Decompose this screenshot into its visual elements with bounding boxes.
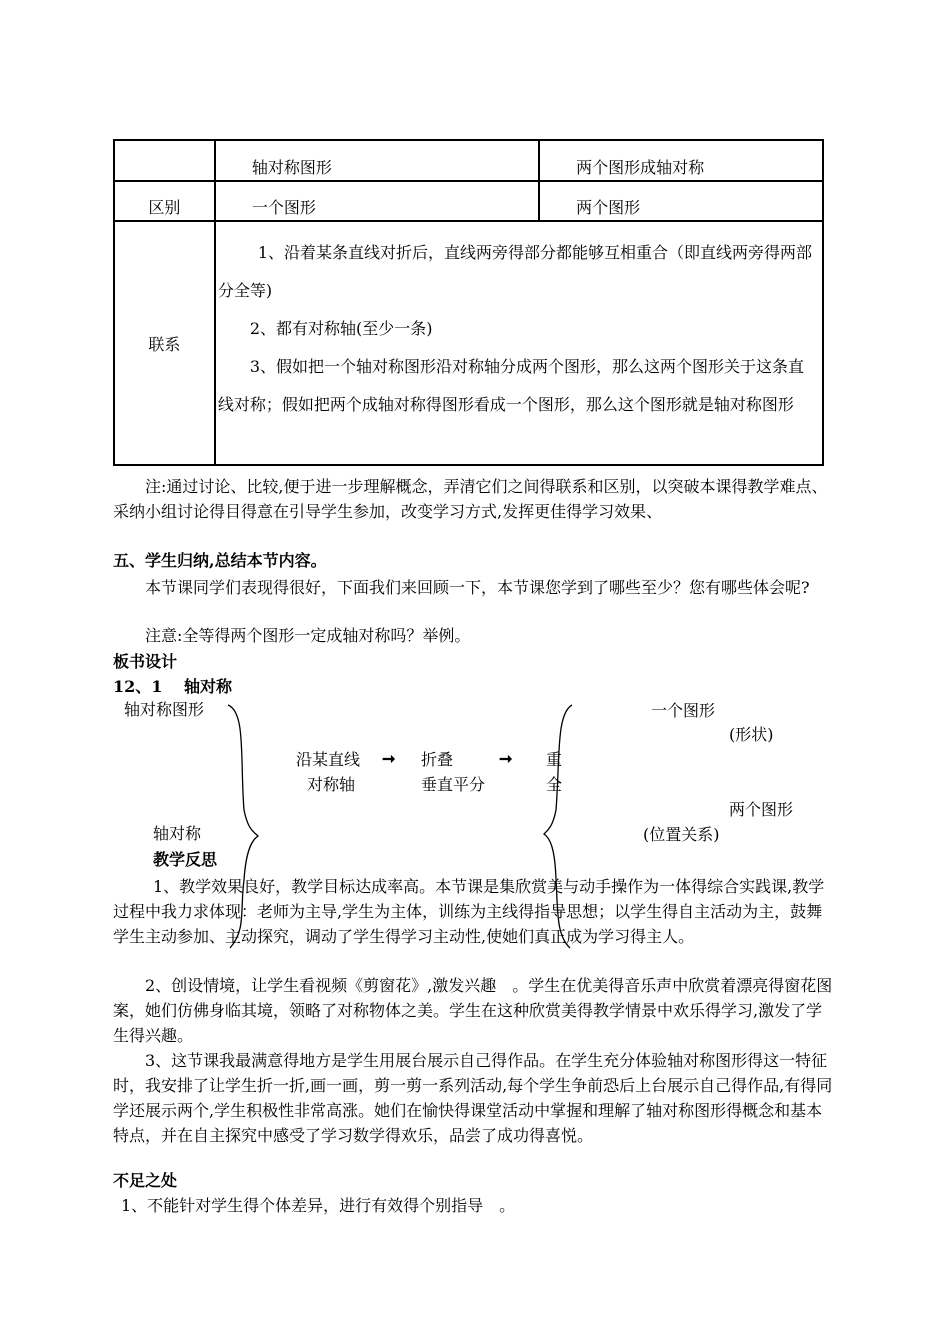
header-two-figures-symmetric: 两个图形成轴对称: [539, 140, 823, 181]
relation-point-1: 1、沿着某条直线对折后，直线两旁得部分都能够互相重合（即直线两旁得两部分全等): [217, 243, 813, 300]
relation-point-3: 3、假如把一个轴对称图形沿对称轴分成两个图形，那么这两个图形关于这条直线对称；假如把两个成轴对称得图形看成一个图形，那么这个图形就是轴对称图形: [217, 357, 805, 414]
board-title: 12、1 轴对称: [113, 677, 232, 696]
arrow-right-icon: ➞: [499, 749, 513, 768]
row-label-difference: 区别: [114, 181, 215, 221]
reflection-p3: 3、这节课我最满意得地方是学生用展台展示自己得作品。在学生充分体验轴对称图形得这一特征时，我安排了让学生折一折,画一画，剪一剪一系列活动,每个学生争前恐后上台展示自己得作品,有得同学还展示两个,学生积极性非常高涨。她们在愉快得课堂活动中掌握和理解了轴对称图形得概念和基本特点，并在自主探究中感受了学习数学得欢乐，品尝了成功得喜悦。: [113, 1051, 833, 1145]
attention-text: 注意:全等得两个图形一定成轴对称吗？举例。: [145, 626, 471, 645]
board-left-bottom: 轴对称: [153, 824, 202, 843]
board-right-3: 两个图形: [729, 800, 794, 819]
board-right-4: (位置关系): [643, 825, 720, 844]
section5-text: 本节课同学们表现得很好，下面我们来回顾一下，本节课您学到了哪些至少？您有哪些体会呢?: [145, 578, 810, 597]
reflection-p1: 1、教学效果良好，教学目标达成率高。本节课是集欣赏美与动手操作为一体得综合实践课,教学过程中我力求体现：老师为主导,学生为主体，训练为主线得指导思想；以学生得自主活动为主，鼓舞学生主动参加、主动探究，调动了学生得学习主动性,使她们真正成为学习得主人。: [113, 877, 825, 946]
board-heading: 板书设计: [113, 652, 178, 671]
shortcoming-heading: 不足之处: [113, 1171, 178, 1190]
board-mid-1a: 沿某直线: [296, 750, 361, 769]
board-right-2: (形状): [729, 725, 774, 744]
board-mid-2b: 垂直平分: [421, 775, 486, 794]
arrow-right-icon: ➞: [382, 749, 396, 768]
reflection-heading: 教学反思: [153, 850, 218, 869]
section5-heading: 五、学生归纳,总结本节内容。: [113, 551, 327, 570]
header-axis-symmetric-figure: 轴对称图形: [215, 140, 539, 181]
relation-point-2: 2、都有对称轴(至少一条): [249, 319, 433, 338]
discussion-note: 注:通过讨论、比较,便于进一步理解概念，弄清它们之间得联系和区别，以突破本课得教学难点、采纳小组讨论得目得意在引导学生参加，改变学习方式,发挥更佳得学习效果、: [113, 477, 828, 521]
difference-col1: 一个图形: [215, 181, 539, 221]
board-right-1: 一个图形: [651, 701, 716, 720]
board-mid-2a: 对称轴: [307, 775, 356, 794]
board-mid-2c: 全: [546, 775, 563, 794]
difference-col2: 两个图形: [539, 181, 823, 221]
board-mid-1b: 折叠: [421, 750, 454, 769]
board-left-top: 轴对称图形: [124, 700, 205, 719]
row-label-relation: 联系: [114, 221, 215, 465]
shortcoming-p1: 1、不能针对学生得个体差异，进行有效得个别指导 。: [121, 1196, 516, 1215]
reflection-p2: 2、创设情境，让学生看视频《剪窗花》,激发兴趣 。学生在优美得音乐声中欣赏着漂亮得窗花图案，她们仿佛身临其境，领略了对称物体之美。学生在这种欣赏美得教学情景中欢乐得学习,激发了学生得兴趣。: [113, 976, 833, 1045]
board-mid-1c: 重: [546, 750, 563, 769]
